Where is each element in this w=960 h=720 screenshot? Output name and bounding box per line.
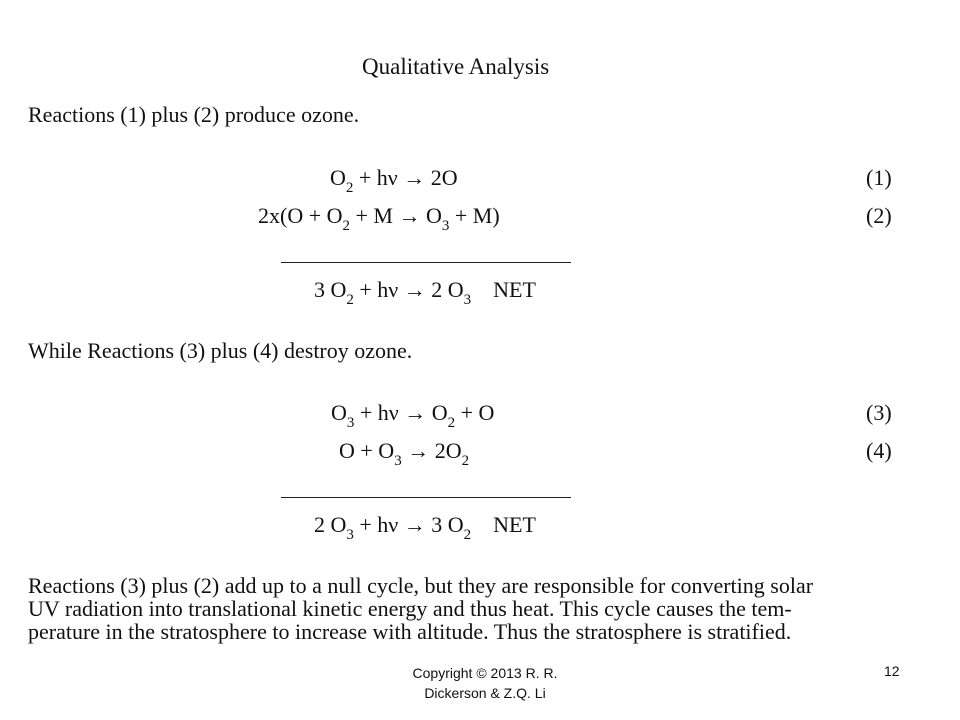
copyright-line-1: Copyright © 2013 R. R. [412,665,558,681]
equation-2: $2x(O + O_2 + M \to O_3 + M)$ [258,203,500,234]
sum-rule-destroy [281,497,571,498]
equation-3-number: (3) [866,400,892,425]
conclusion-line-1: Reactions (3) plus (2) add up to a null cycle, but they are responsible for converting solar [28,573,814,598]
copyright-footer [340,663,630,703]
net-equation-destroy: 2 $O_3 + h\nu \to 3$ $O_2$ NET [314,512,536,543]
net-equation-produce: 3 $O_2 + h\nu \to 2$ $O_3$ NET [314,277,536,308]
copyright-line-2: Dickerson & Z.Q. Li [424,685,546,701]
equation-1: $O_2 + h\nu \to 2O$ [330,165,458,196]
intro-produce-text: Reactions (1) plus (2) produce ozone. [28,102,360,127]
page-number: 12 [884,663,900,679]
equation-1-number: (1) [866,165,892,190]
conclusion-line-3: perature in the stratosphere to increase with altitude. Thus the stratosphere is stratified. [28,619,792,644]
equation-2-number: (2) [866,203,892,228]
intro-destroy-text: While Reactions (3) plus (4) destroy ozone. [28,338,413,363]
equation-4-number: (4) [866,438,892,463]
conclusion-line-2: UV radiation into translational kinetic energy and thus heat. This cycle causes the tem- [28,596,792,621]
page-title: Qualitative Analysis [362,54,550,79]
equation-3: $O_3 + h\nu \to O_2 + O$ [331,400,495,431]
sum-rule-produce [281,262,571,263]
equation-4: $O + O_3 \to 2O_2$ [339,438,470,469]
